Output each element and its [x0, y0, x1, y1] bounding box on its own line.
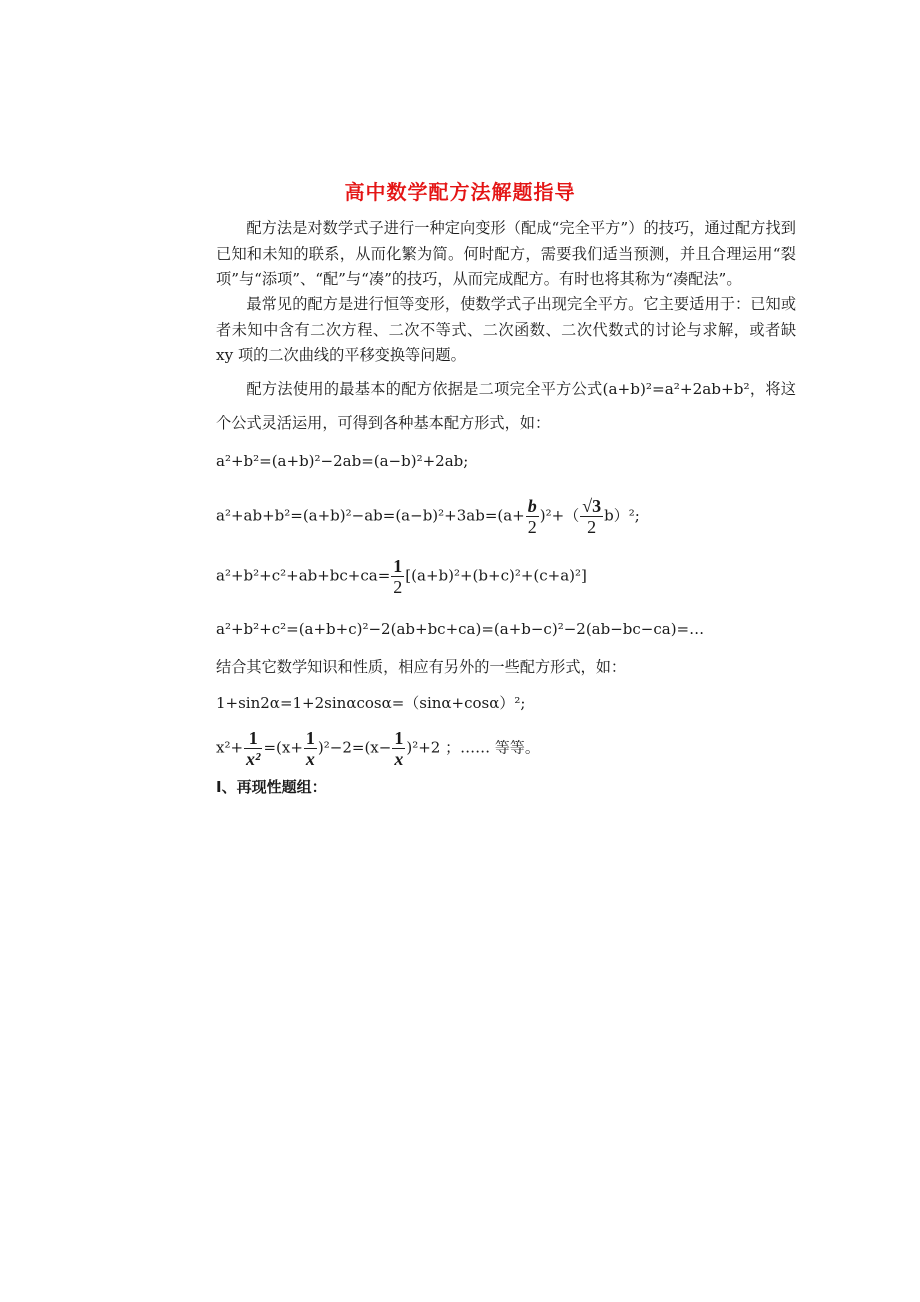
fraction-denominator: 2	[393, 577, 403, 597]
formula-4: a²+b²+c²=(a+b+c)²−2(ab+bc+ca)=(a+b−c)²−2(ab−bc−ca)=…	[216, 620, 705, 638]
formula-6-part-b: =(x+	[263, 738, 303, 757]
fraction-numerator: b	[527, 496, 537, 516]
fraction-numerator: 1	[394, 728, 404, 748]
formula-1: a²+b²=(a+b)²−2ab=(a−b)²+2ab;	[216, 452, 469, 470]
fraction-denominator: 2	[587, 517, 597, 537]
fraction-denominator: x	[394, 749, 404, 769]
formula-6-part-d: )²+2 ；…… 等等。	[406, 738, 540, 757]
combine-text: 结合其它数学知识和性质，相应有另外的一些配方形式，如：	[216, 658, 627, 676]
fraction-1-over-x2	[244, 728, 262, 769]
fraction-sqrt3-over-2	[580, 496, 603, 537]
formula-3-part-a: a²+b²+c²+ab+bc+ca=	[216, 566, 391, 585]
fraction-denominator: x	[305, 749, 315, 769]
formula-2	[216, 496, 640, 537]
formula-3	[216, 556, 587, 597]
intro-paragraph-3: 配方法使用的最基本的配方依据是二项完全平方公式(a+b)²=a²+2ab+b²，将这个公式灵活运用，可得到各种基本配方形式，如：	[216, 380, 796, 432]
fraction-b-over-2	[526, 496, 539, 537]
formula-2-part-c: b）²;	[604, 506, 640, 525]
formula-3-part-b: [(a+b)²+(b+c)²+(c+a)²]	[405, 566, 587, 585]
formula-6	[216, 728, 540, 769]
fraction-numerator: 1	[244, 728, 262, 749]
fraction-1-over-x	[392, 728, 405, 769]
intro-paragraph-2: 最常见的配方是进行恒等变形，使数学式子出现完全平方。它主要适用于：已知或者未知中含有二次方程、二次不等式、二次函数、二次代数式的讨论与求解，或者缺 xy 项的二次曲线的平移变换等问题。	[216, 295, 796, 364]
fraction-1-over-x	[304, 728, 317, 769]
fraction-one-half	[391, 556, 404, 597]
formula-2-part-b: )²+（	[539, 506, 580, 525]
formula-6-part-c: )²−2=(x−	[317, 738, 392, 757]
fraction-numerator: √3	[582, 496, 602, 516]
fraction-denominator: x²	[246, 749, 261, 769]
intro-paragraph-1: 配方法是对数学式子进行一种定向变形（配成“完全平方”）的技巧，通过配方找到已知和未知的联系，从而化繁为简。何时配方，需要我们适当预测，并且合理运用“裂项”与“添项”、“配”与“凑”的技巧，从而完成配方。有时也将其称为“凑配法”。	[216, 219, 796, 288]
formula-2-part-a: a²+ab+b²=(a+b)²−ab=(a−b)²+3ab=(a+	[216, 506, 525, 525]
formula-5: 1+sin2α=1+2sinαcosα=（sinα+cosα）²;	[216, 694, 526, 712]
fraction-numerator: 1	[305, 728, 315, 748]
fraction-denominator: 2	[527, 517, 537, 537]
fraction-numerator: 1	[393, 556, 403, 576]
section-heading: Ⅰ、再现性题组：	[216, 778, 327, 796]
page-title: 高中数学配方法解题指导	[344, 180, 576, 204]
formula-6-part-a: x²+	[216, 738, 244, 757]
